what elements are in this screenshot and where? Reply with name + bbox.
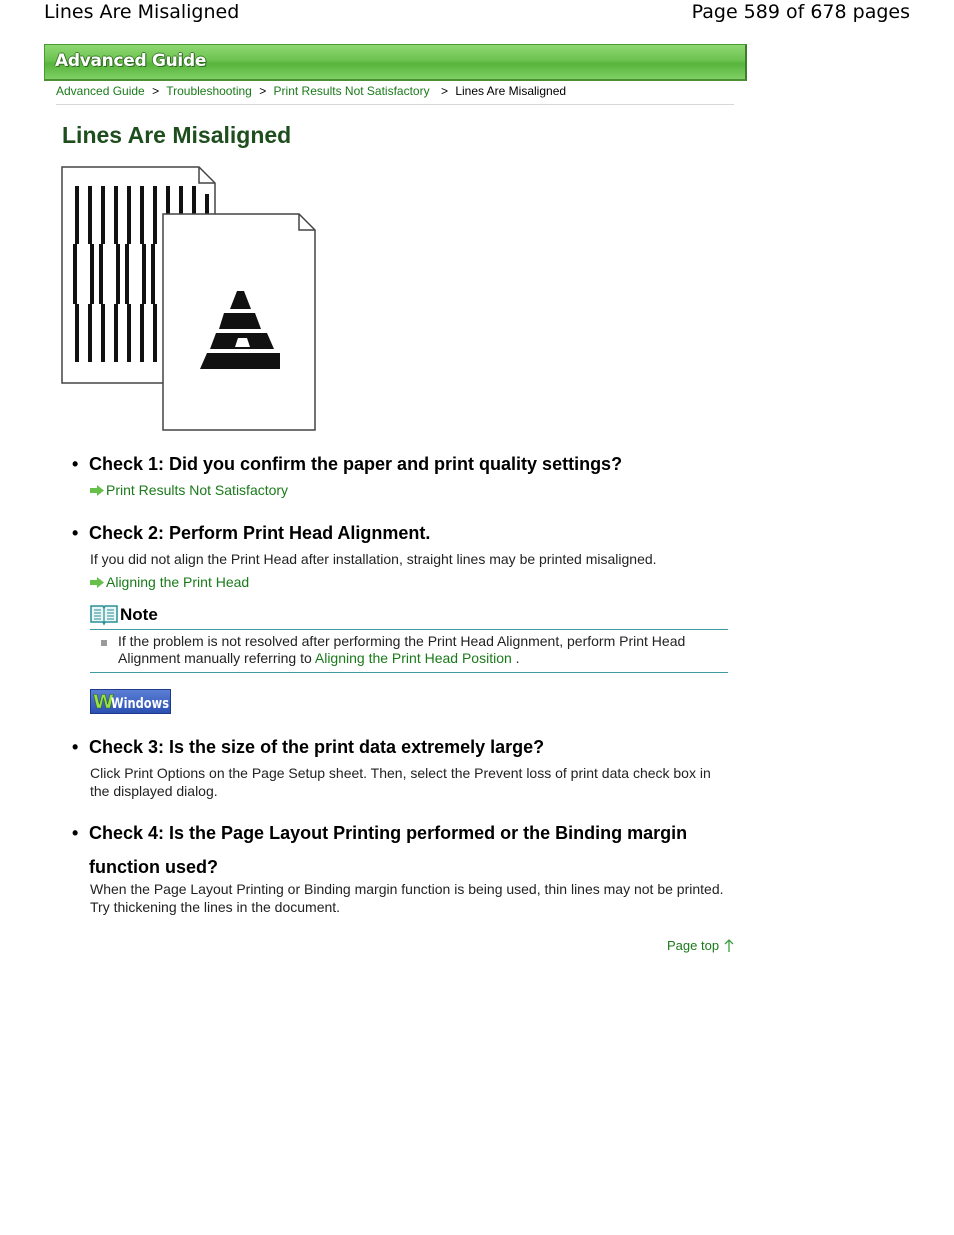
breadcrumb-print-results[interactable]: Print Results Not Satisfactory xyxy=(273,84,430,98)
page-title: Lines Are Misaligned xyxy=(62,122,292,148)
breadcrumb-separator: > xyxy=(440,84,448,98)
note-box xyxy=(90,603,728,673)
windows-badge-label: Windows xyxy=(111,696,169,712)
misaligned-print-illustration xyxy=(61,166,321,434)
breadcrumb-divider xyxy=(56,104,734,105)
arrow-up-icon xyxy=(723,939,735,953)
misaligned-letter-page-icon xyxy=(163,214,315,430)
breadcrumb-troubleshooting[interactable]: Troubleshooting xyxy=(166,84,252,98)
check-1-link[interactable]: Print Results Not Satisfactory xyxy=(90,481,732,499)
page-number: Page 589 of 678 pages xyxy=(691,1,910,23)
advanced-guide-banner xyxy=(44,44,747,81)
breadcrumb-separator: > xyxy=(152,84,160,98)
check-4-body: When the Page Layout Printing or Binding margin function is being used, thin lines may not be printed. Try thickening the lines in the document. xyxy=(90,881,724,915)
check-1-heading: • Check 1: Did you confirm the paper and print quality settings? xyxy=(72,454,623,474)
breadcrumb-separator: > xyxy=(259,84,267,98)
check-4-heading: • Check 4: Is the Page Layout Printing performed or the Binding margin xyxy=(72,823,688,843)
check-1 xyxy=(72,447,732,499)
windows-badge-icon xyxy=(90,689,171,714)
check-3-body: Click Print Options on the Page Setup sheet. Then, select the Prevent loss of print data check box in the displayed dialog. xyxy=(90,765,711,799)
note-body: If the problem is not resolved after performing the Print Head Alignment, perform Print Head Alignment manually referring to Aligning the Print Head Position . xyxy=(90,630,728,672)
document-title-header: Lines Are Misaligned xyxy=(44,1,240,23)
advanced-guide-label: Advanced Guide xyxy=(55,51,207,71)
square-bullet-icon xyxy=(101,640,107,646)
check-2-body: If you did not align the Print Head after installation, straight lines may be printed misaligned. xyxy=(90,551,657,567)
note-heading: Note xyxy=(90,603,728,629)
book-icon xyxy=(90,603,118,625)
breadcrumb-advanced-guide[interactable]: Advanced Guide xyxy=(56,84,145,98)
arrow-right-icon xyxy=(90,577,104,588)
note-link-print-head-position[interactable]: Aligning the Print Head Position xyxy=(314,650,512,666)
check-3-heading: • Check 3: Is the size of the print data extremely large? xyxy=(72,737,545,757)
check-4 xyxy=(72,816,732,916)
breadcrumb-current: Lines Are Misaligned xyxy=(455,84,567,98)
check-2-heading: • Check 2: Perform Print Head Alignment. xyxy=(72,523,431,543)
check-2-link[interactable]: Aligning the Print Head xyxy=(90,573,732,591)
breadcrumb xyxy=(56,84,566,98)
check-4-heading-continued: function used? xyxy=(89,857,218,877)
check-3 xyxy=(72,730,732,800)
page-top-link[interactable]: Page top xyxy=(667,938,735,953)
note-bottom-rule xyxy=(90,672,728,673)
svg-text:W: W xyxy=(93,691,114,713)
arrow-right-icon xyxy=(90,485,104,496)
check-2 xyxy=(72,516,732,591)
